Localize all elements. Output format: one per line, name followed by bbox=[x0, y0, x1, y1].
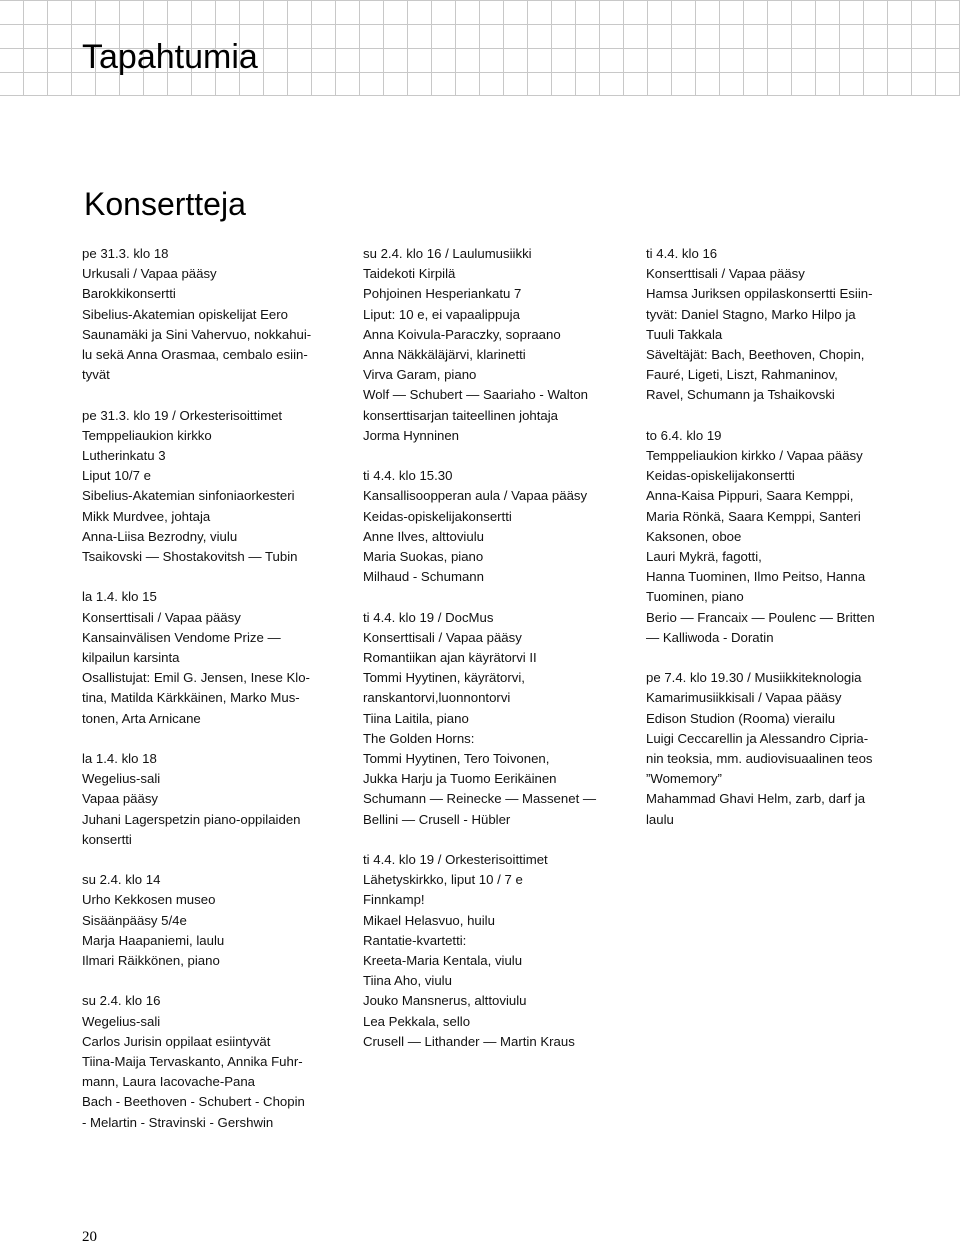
event-detail-line: Romantiikan ajan käyrätorvi II bbox=[363, 650, 537, 666]
event-detail-line: Virva Garam, piano bbox=[363, 367, 477, 383]
event-listing bbox=[82, 870, 357, 971]
event-date-line: su 2.4. klo 16 / Laulumusiikki bbox=[363, 246, 532, 261]
event-listing bbox=[646, 426, 914, 648]
event-detail-line: Tiina Laitila, piano bbox=[363, 710, 469, 726]
event-detail-line: Edison Studion (Rooma) vierailu bbox=[646, 710, 836, 726]
event-detail-line: Ilmari Räikkönen, piano bbox=[82, 953, 220, 969]
event-detail-line: Keidas-opiskelijakonsertti bbox=[646, 468, 795, 484]
event-detail-line: Berio — Francaix — Poulenc — Britten bbox=[646, 609, 875, 625]
event-detail-line: Hamsa Juriksen oppilaskonsertti Esiin- bbox=[646, 286, 873, 302]
event-date-line: su 2.4. klo 14 bbox=[82, 872, 161, 888]
event-detail-line: Kansallisoopperan aula / Vapaa pääsy bbox=[363, 488, 588, 504]
event-detail-line: Juhani Lagerspetzin piano-oppilaiden bbox=[82, 811, 301, 827]
event-detail-line: Anne Ilves, alttoviulu bbox=[363, 528, 484, 544]
event-detail-line: ranskantorvi,luonnontorvi bbox=[363, 690, 511, 706]
event-detail-line: Lähetyskirkko, liput 10 / 7 e bbox=[363, 872, 523, 888]
event-detail-line: Jorma Hynninen bbox=[363, 427, 460, 443]
event-listing bbox=[82, 244, 357, 385]
event-detail-line: The Golden Horns: bbox=[363, 730, 475, 746]
event-detail-line: Anna-Liisa Bezrodny, viulu bbox=[82, 528, 238, 544]
event-detail-line: Milhaud - Schumann bbox=[363, 569, 484, 585]
event-detail-line: Lauri Mykrä, fagotti, bbox=[646, 549, 762, 565]
event-listing bbox=[363, 244, 631, 446]
event-detail-line: Wolf — Schubert — Saariaho - Walton bbox=[363, 387, 589, 403]
event-detail-line: Maria Rönkä, Saara Kemppi, Santeri bbox=[646, 508, 861, 524]
event-detail-line: Sisäänpääsy 5/4e bbox=[82, 912, 187, 928]
event-date-line: pe 7.4. klo 19.30 / Musiikkiteknologia bbox=[646, 670, 862, 686]
event-detail-line: Fauré, Ligeti, Liszt, Rahmaninov, bbox=[646, 367, 838, 383]
event-detail-line: Lea Pekkala, sello bbox=[363, 1013, 471, 1029]
event-detail-line: laulu bbox=[646, 811, 674, 827]
event-listing bbox=[82, 749, 357, 850]
event-detail-line: tyvät: Daniel Stagno, Marko Hilpo ja bbox=[646, 306, 856, 322]
event-detail-line: Wegelius-sali bbox=[82, 1013, 161, 1029]
event-detail-line: konserttisarjan taiteellinen johtaja bbox=[363, 407, 558, 423]
event-detail-line: Mikael Helasvuo, huilu bbox=[363, 912, 495, 928]
event-detail-line: Pohjoinen Hesperiankatu 7 bbox=[363, 286, 522, 302]
event-detail-line: Taidekoti Kirpilä bbox=[363, 266, 456, 282]
event-listing bbox=[82, 587, 357, 728]
event-detail-line: Barokkikonsertti bbox=[82, 286, 176, 302]
event-detail-line: Konserttisali / Vapaa pääsy bbox=[363, 629, 522, 645]
event-date-line: ti 4.4. klo 16 bbox=[646, 246, 718, 261]
event-detail-line: Anna Näkkäläjärvi, klarinetti bbox=[363, 347, 526, 363]
event-detail-line: Temppeliaukion kirkko / Vapaa pääsy bbox=[646, 448, 863, 464]
event-listing bbox=[82, 406, 357, 568]
event-detail-line: Mahammad Ghavi Helm, zarb, darf ja bbox=[646, 791, 866, 807]
event-detail-line: Tommi Hyytinen, Tero Toivonen, bbox=[363, 751, 550, 767]
event-detail-line: nin teoksia, mm. audiovisuaalinen teos bbox=[646, 751, 873, 767]
event-detail-line: Konserttisali / Vapaa pääsy bbox=[646, 266, 805, 282]
event-date-line: pe 31.3. klo 18 bbox=[82, 246, 169, 261]
event-detail-line: Lutherinkatu 3 bbox=[82, 448, 166, 464]
event-detail-line: Anna-Kaisa Pippuri, Saara Kemppi, bbox=[646, 488, 854, 504]
event-detail-line: Carlos Jurisin oppilaat esiintyvät bbox=[82, 1033, 271, 1049]
event-detail-line: Keidas-opiskelijakonsertti bbox=[363, 508, 512, 524]
events-column-2 bbox=[363, 244, 631, 1072]
event-date-line: su 2.4. klo 16 bbox=[82, 993, 161, 1009]
event-detail-line: Temppeliaukion kirkko bbox=[82, 427, 212, 443]
event-detail-line: Bellini — Crusell - Hübler bbox=[363, 811, 511, 827]
page-title: Tapahtumia bbox=[82, 38, 258, 76]
event-date-line: ti 4.4. klo 15.30 bbox=[363, 468, 453, 484]
event-detail-line: Urho Kekkosen museo bbox=[82, 892, 216, 908]
event-detail-line: Urkusali / Vapaa pääsy bbox=[82, 266, 217, 282]
event-detail-line: Kansainvälisen Vendome Prize — bbox=[82, 629, 281, 645]
event-detail-line: Hanna Tuominen, Ilmo Peitso, Hanna bbox=[646, 569, 866, 585]
event-detail-line: Liput: 10 e, ei vapaalippuja bbox=[363, 306, 520, 322]
event-detail-line: Tommi Hyytinen, käyrätorvi, bbox=[363, 670, 525, 686]
event-detail-line: Tuuli Takkala bbox=[646, 326, 723, 342]
event-detail-line: Finnkamp! bbox=[363, 892, 425, 908]
event-listing bbox=[363, 850, 631, 1052]
event-listing bbox=[82, 991, 357, 1132]
event-detail-line: Vapaa pääsy bbox=[82, 791, 159, 807]
event-detail-line: Rantatie-kvartetti: bbox=[363, 932, 467, 948]
event-detail-line: Tiina-Maija Tervaskanto, Annika Fuhr- bbox=[82, 1054, 303, 1070]
event-detail-line: lu sekä Anna Orasmaa, cembalo esiin- bbox=[82, 347, 308, 363]
event-date-line: la 1.4. klo 15 bbox=[82, 589, 157, 605]
section-title: Konsertteja bbox=[84, 186, 246, 222]
event-date-line: pe 31.3. klo 19 / Orkesterisoittimet bbox=[82, 407, 283, 423]
event-detail-line: Wegelius-sali bbox=[82, 771, 161, 787]
event-detail-line: ”Womemory” bbox=[646, 771, 722, 787]
event-detail-line: Konserttisali / Vapaa pääsy bbox=[82, 609, 241, 625]
event-date-line: to 6.4. klo 19 bbox=[646, 427, 722, 443]
event-detail-line: Sibelius-Akatemian opiskelijat Eero bbox=[82, 306, 288, 322]
event-listing bbox=[646, 244, 914, 406]
events-column-1 bbox=[82, 244, 357, 1153]
event-detail-line: Kreeta-Maria Kentala, viulu bbox=[363, 953, 523, 969]
event-detail-line: Tiina Aho, viulu bbox=[363, 973, 452, 989]
event-listing bbox=[646, 668, 914, 830]
event-detail-line: Jukka Harju ja Tuomo Eerikäinen bbox=[363, 771, 557, 787]
event-detail-line: tina, Matilda Kärkkäinen, Marko Mus- bbox=[82, 690, 300, 706]
event-detail-line: Kamarimusiikkisali / Vapaa pääsy bbox=[646, 690, 842, 706]
event-detail-line: Liput 10/7 e bbox=[82, 468, 151, 484]
event-detail-line: Säveltäjät: Bach, Beethoven, Chopin, bbox=[646, 347, 865, 363]
event-listing bbox=[363, 608, 631, 830]
event-date-line: ti 4.4. klo 19 / DocMus bbox=[363, 609, 494, 625]
event-detail-line: konsertti bbox=[82, 831, 132, 847]
event-detail-line: Jouko Mansnerus, alttoviulu bbox=[363, 993, 527, 1009]
event-detail-line: - Melartin - Stravinski - Gershwin bbox=[82, 1114, 274, 1130]
event-listing bbox=[363, 466, 631, 587]
event-detail-line: Tuominen, piano bbox=[646, 589, 744, 605]
event-detail-line: tyvät bbox=[82, 367, 110, 383]
event-date-line: la 1.4. klo 18 bbox=[82, 751, 157, 767]
event-detail-line: Sibelius-Akatemian sinfoniaorkesteri bbox=[82, 488, 295, 504]
event-detail-line: Osallistujat: Emil G. Jensen, Inese Klo- bbox=[82, 670, 310, 686]
events-column-3 bbox=[646, 244, 914, 850]
event-detail-line: Ravel, Schumann ja Tshaikovski bbox=[646, 387, 835, 403]
event-detail-line: — Kalliwoda - Doratin bbox=[646, 629, 774, 645]
event-detail-line: Schumann — Reinecke — Massenet — bbox=[363, 791, 597, 807]
event-detail-line: Maria Suokas, piano bbox=[363, 549, 484, 565]
event-detail-line: Crusell — Lithander — Martin Kraus bbox=[363, 1033, 575, 1049]
event-detail-line: tonen, Arta Arnicane bbox=[82, 710, 201, 726]
event-detail-line: Saunamäki ja Sini Vahervuo, nokkahui- bbox=[82, 326, 312, 342]
event-detail-line: Luigi Ceccarellin ja Alessandro Cipria- bbox=[646, 730, 869, 746]
event-detail-line: Kaksonen, oboe bbox=[646, 528, 742, 544]
event-date-line: ti 4.4. klo 19 / Orkesterisoittimet bbox=[363, 852, 548, 868]
event-detail-line: Mikk Murdvee, johtaja bbox=[82, 508, 211, 524]
page-number: 20 bbox=[82, 1229, 97, 1245]
event-detail-line: Tsaikovski — Shostakovitsh — Tubin bbox=[82, 549, 298, 565]
event-detail-line: Marja Haapaniemi, laulu bbox=[82, 932, 225, 948]
event-detail-line: mann, Laura Iacovache-Pana bbox=[82, 1074, 256, 1090]
event-detail-line: Anna Koivula-Paraczky, sopraano bbox=[363, 326, 561, 342]
event-detail-line: Bach - Beethoven - Schubert - Chopin bbox=[82, 1094, 305, 1110]
event-detail-line: kilpailun karsinta bbox=[82, 650, 180, 666]
